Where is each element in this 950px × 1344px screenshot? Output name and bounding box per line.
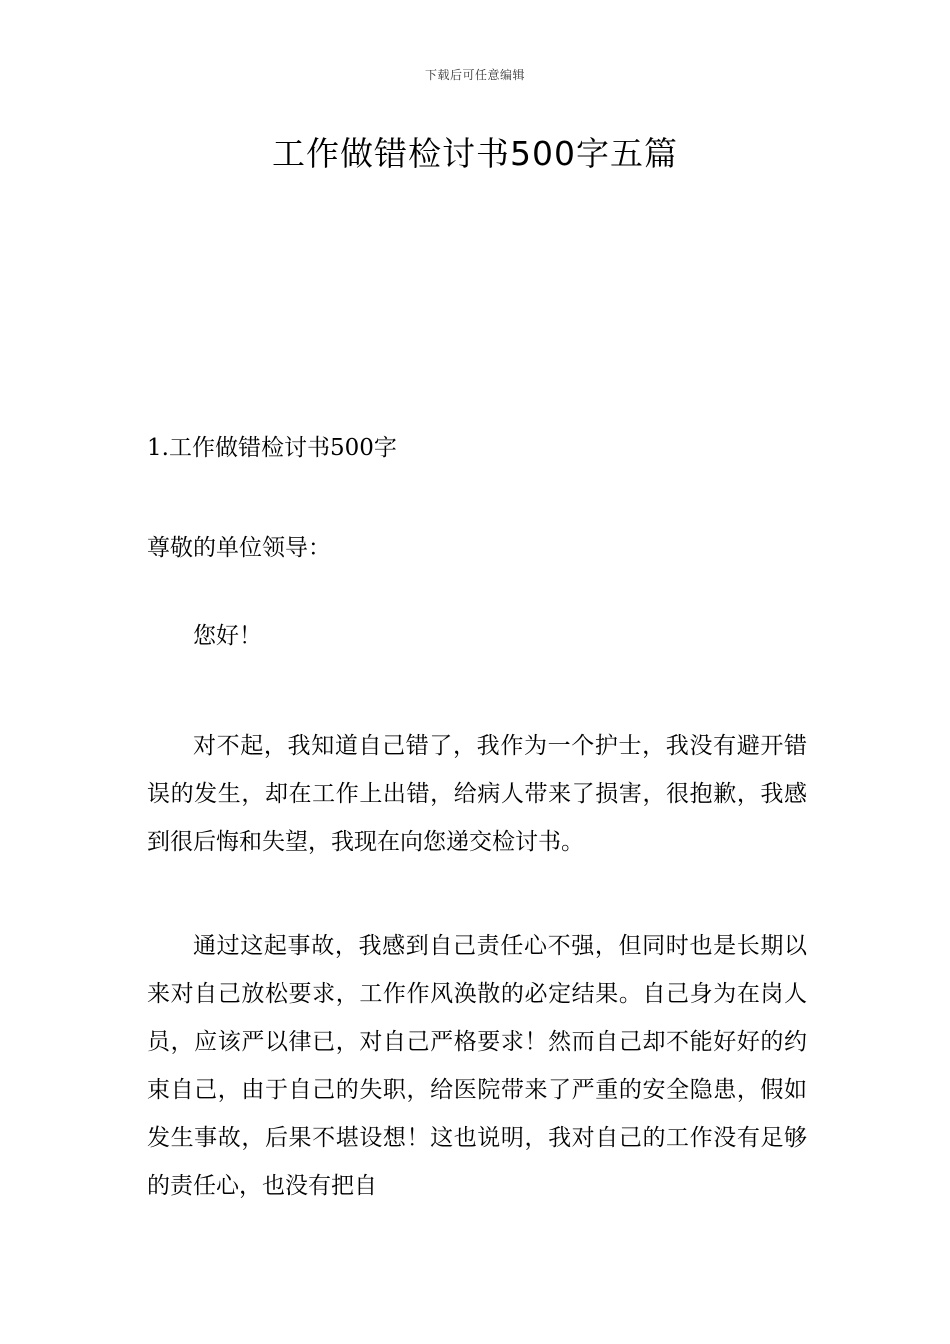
greeting: 您好！ [193,623,262,649]
body-paragraph-2: 通过这起事故，我感到自己责任心不强，但同时也是长期以来对自己放松要求，工作作风涣散的必定结果。自己身为在岗人员，应该严以律已，对自己严格要求！然而自己却不能好好的约束自己，由于自己的失职，给医院带来了严重的安全隐患，假如发生事故，后果不堪设想！这也说明，我对自己的工作没有足够的责任心，也没有把自 [147,933,807,1199]
header-note: 下载后可任意编辑 [424,68,525,82]
section-heading: 1.工作做错检讨书500字 [147,435,397,461]
salutation: 尊敬的单位领导： [147,535,331,561]
document-title: 工作做错检讨书500字五篇 [272,134,678,173]
body-paragraph-1: 对不起，我知道自己错了，我作为一个护士，我没有避开错误的发生，却在工作上出错，给病人带来了损害，很抱歉，我感到很后悔和失望，我现在向您递交检讨书。 [147,733,807,855]
